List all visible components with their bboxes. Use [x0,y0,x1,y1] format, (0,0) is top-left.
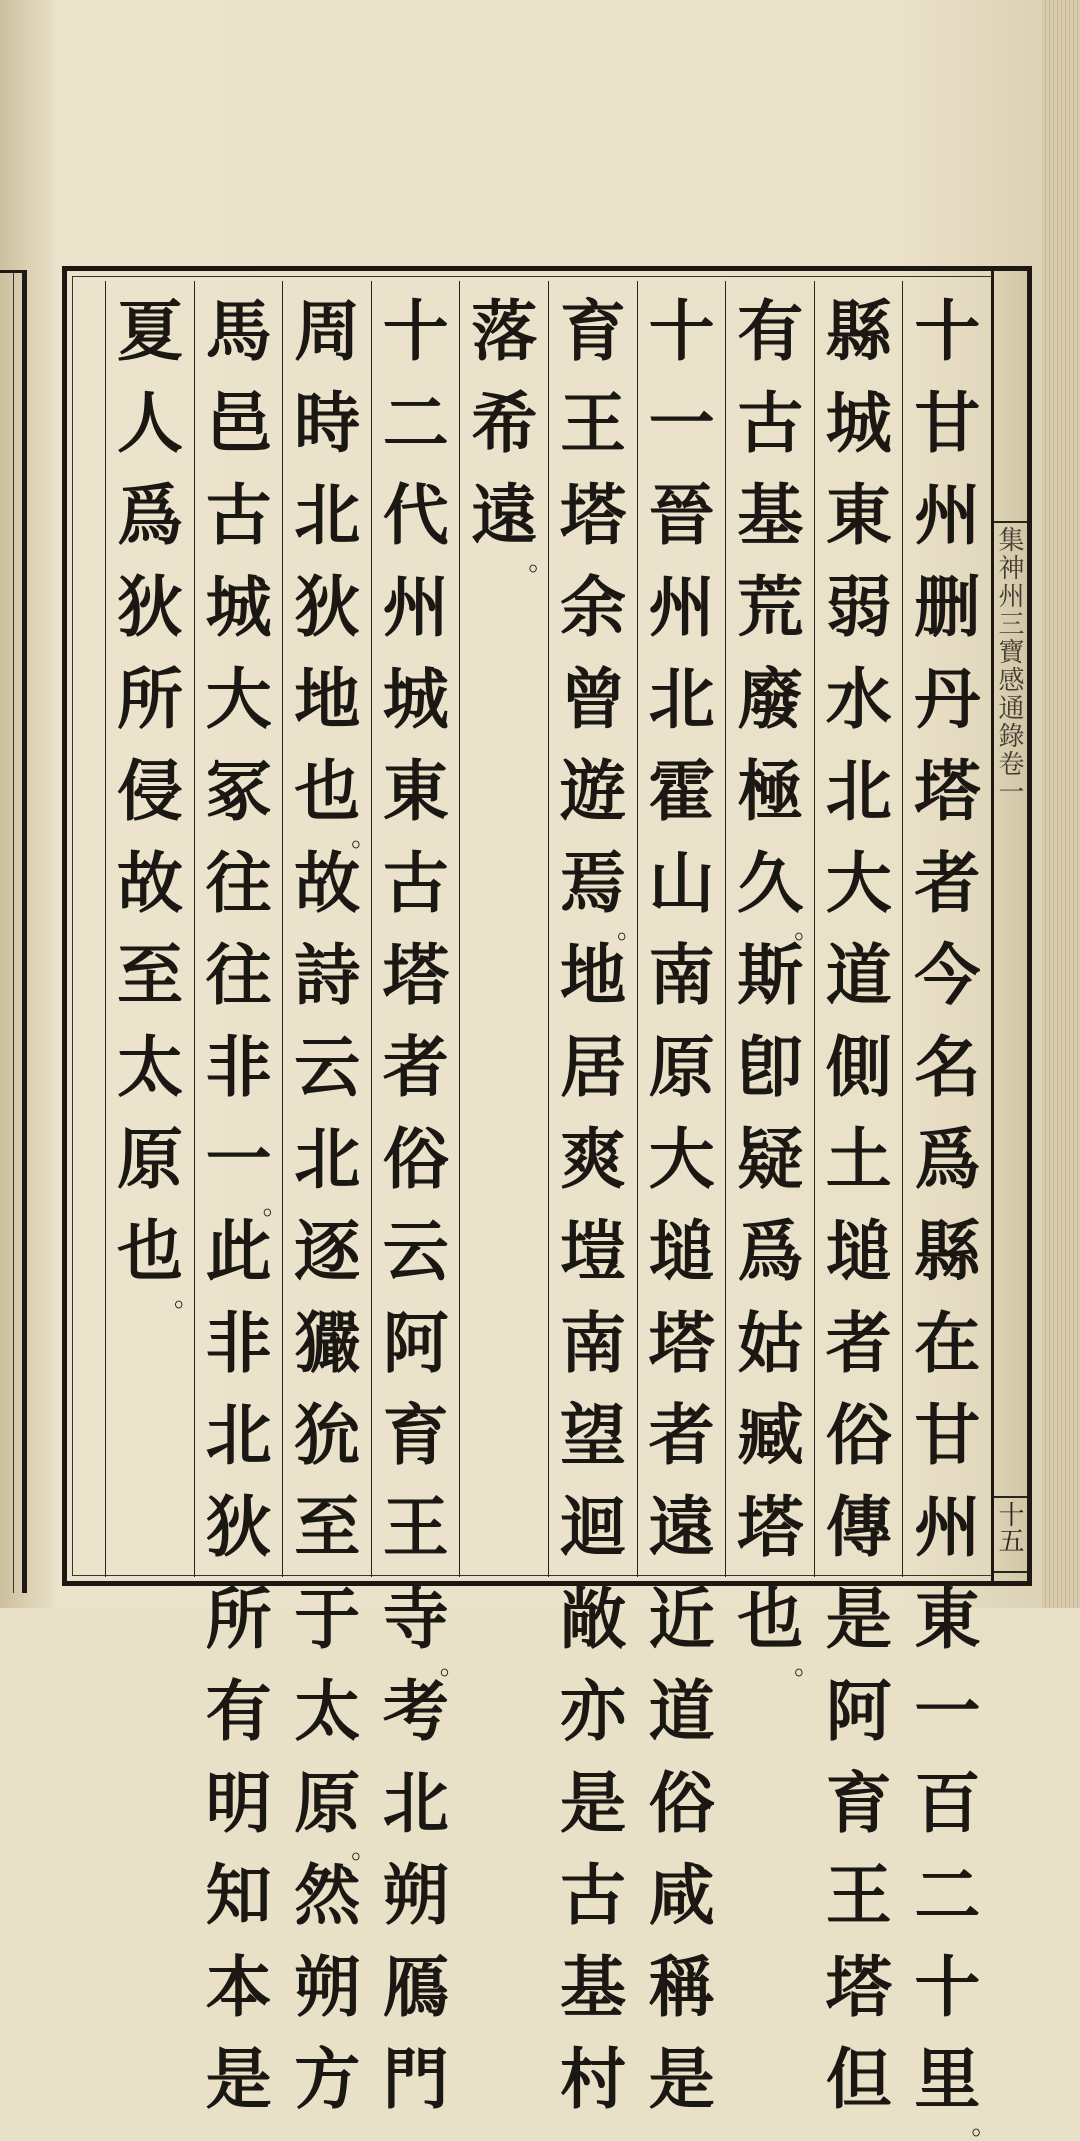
character: 弱 [825,568,892,646]
character: 也 。 [294,752,378,853]
character: 俗 [382,1120,449,1198]
character: 也 。 [117,1212,200,1313]
character: 馬 [205,292,272,370]
character: 十 [914,1948,981,2026]
character: 大 [648,1120,715,1198]
character: 至 [294,1488,361,1566]
character: 丹 [914,660,981,738]
character: 一 [914,1672,981,1750]
character: 詩 [294,936,361,1014]
character: 原 [648,1028,715,1106]
character: 北 [648,660,715,738]
column-text [730,285,821,1681]
character: 所 [205,1580,272,1658]
text-column [725,281,821,1681]
character: 朔 [294,1948,361,2026]
character: 州 [914,476,981,554]
column-text [464,285,555,577]
character: 非 [205,1028,272,1106]
fold-title: 集神州三寶感通錄卷一 [994,526,1024,806]
character: 鴈 [382,1948,449,2026]
character: 卽 [737,1028,804,1106]
character: 至 [117,936,183,1014]
page-number: 十五 [994,1501,1024,1553]
character: 希 [471,384,538,462]
character: 霍 [648,752,715,830]
character: 山 [648,844,715,922]
character: 有 [737,292,804,370]
character: 王 [560,384,626,462]
character: 姑 [737,1304,804,1382]
character: 俗 [648,1764,715,1842]
text-column [105,281,200,1577]
character: 古 [205,476,272,554]
character: 是 [205,2040,272,2118]
character: 爽 [560,1120,626,1198]
character: 塔 [560,476,626,554]
character: 城 [825,384,892,462]
character: 在 [914,1304,981,1382]
character: 夏 [117,292,183,370]
character: 邑 [205,384,272,462]
character: 塔 [914,752,981,830]
character: 二 [914,1856,981,1934]
character: 塔 [737,1488,804,1566]
character: 狄 [117,568,183,646]
character: 人 [117,384,183,462]
character: 狁 [294,1396,361,1474]
character: 俗 [825,1396,892,1474]
character: 王 [382,1488,449,1566]
character: 基 [737,476,804,554]
character: 焉 。 [560,844,643,945]
character: 狄 [294,568,361,646]
character: 水 [825,660,892,738]
character: 阿 [825,1672,892,1750]
character: 一 [648,384,715,462]
character: 古 [560,1856,626,1934]
character: 太 [117,1028,183,1106]
character: 育 [382,1396,449,1474]
character: 也 。 [737,1580,821,1681]
adjacent-page-frame [0,270,27,1593]
character: 道 [648,1672,715,1750]
character: 塔 [648,1304,715,1382]
character: 北 [294,476,361,554]
character: 遠 。 [471,476,555,577]
character: 原 。 [294,1764,378,1865]
character: 名 [914,1028,981,1106]
character: 甘 [914,1396,981,1474]
character: 爲 [914,1120,981,1198]
character: 逐 [294,1212,361,1290]
character: 非 [205,1304,272,1382]
character: 地 [560,936,626,1014]
character: 落 [471,292,538,370]
character: 極 [737,752,804,830]
character: 荒 [737,568,804,646]
character: 側 [825,1028,892,1106]
character: 古 [737,384,804,462]
character: 故 [294,844,361,922]
column-text [110,285,200,1313]
character: 十 [648,292,715,370]
character: 敞 [560,1580,626,1658]
character: 南 [560,1304,626,1382]
character: 但 [825,2040,892,2118]
character: 大 [205,660,272,738]
character: 州 [648,568,715,646]
column-text [376,285,466,2125]
text-columns [67,271,998,2141]
character: 玁 [294,1304,361,1382]
character: 方 [294,2040,361,2118]
character: 基 [560,1948,626,2026]
character: 于 [294,1580,361,1658]
character: 久 。 [737,844,821,945]
column-text [907,285,998,2141]
text-column [814,281,902,2118]
character: 爲 [117,476,183,554]
character: 爲 [737,1212,804,1290]
character: 遠 [648,1488,715,1566]
character: 城 [382,660,449,738]
character: 一 。 [205,1120,289,1221]
character: 寺 。 [382,1580,466,1681]
character: 然 [294,1856,361,1934]
character: 代 [382,476,449,554]
character: 原 [117,1120,183,1198]
text-column [637,281,725,2118]
character: 咸 [648,1856,715,1934]
character: 十 [382,292,449,370]
column-text [287,285,378,2125]
character: 亦 [560,1672,626,1750]
character: 二 [382,384,449,462]
character: 州 [914,1488,981,1566]
character: 稱 [648,1948,715,2026]
character: 冢 [205,752,272,830]
character: 塏 [560,1212,626,1290]
character: 廢 [737,660,804,738]
character: 北 [825,752,892,830]
character: 塠 [825,1212,892,1290]
character: 南 [648,936,715,1014]
character: 此 [205,1212,272,1290]
column-text [819,285,899,2125]
character: 縣 [914,1212,981,1290]
character: 土 [825,1120,892,1198]
character: 斯 [737,936,804,1014]
character: 曾 [560,660,626,738]
character: 育 [825,1764,892,1842]
column-text [642,285,722,2125]
character: 朔 [382,1856,449,1934]
character: 北 [382,1764,449,1842]
character: 疑 [737,1120,804,1198]
character: 大 [825,844,892,922]
character: 東 [914,1580,981,1658]
text-column [548,281,643,2118]
character: 北 [205,1396,272,1474]
character: 地 [294,660,361,738]
character: 余 [560,568,626,646]
character: 知 [205,1856,272,1934]
character: 王 [825,1856,892,1934]
character: 有 [205,1672,272,1750]
character: 者 [648,1396,715,1474]
character: 道 [825,936,892,1014]
text-column [371,281,466,2118]
character: 塔 [825,1948,892,2026]
character: 侵 [117,752,183,830]
character: 狄 [205,1488,272,1566]
character: 者 [825,1304,892,1382]
character: 里 。 [914,2040,998,2141]
character: 望 [560,1396,626,1474]
text-frame [62,266,1032,2141]
character: 晉 [648,476,715,554]
character: 近 [648,1580,715,1658]
character: 東 [825,476,892,554]
character: 周 [294,292,361,370]
character: 塔 [382,936,449,1014]
character: 云 [294,1028,361,1106]
character: 東 [382,752,449,830]
center-fold-strip [991,271,1027,1581]
character: 迴 [560,1488,626,1566]
character: 是 [648,2040,715,2118]
column-text [199,285,289,2125]
character: 往 [205,844,272,922]
character: 考 [382,1672,449,1750]
text-column [282,281,378,2118]
character: 村 [560,2040,626,2118]
character: 百 [914,1764,981,1842]
text-column [194,281,289,2118]
text-column [902,281,998,2141]
character: 本 [205,1948,272,2026]
character: 云 [382,1212,449,1290]
character: 城 [205,568,272,646]
character: 往 [205,936,272,1014]
character: 所 [117,660,183,738]
column-text [553,285,643,2125]
character: 臧 [737,1396,804,1474]
character: 是 [560,1764,626,1842]
character: 故 [117,844,183,922]
page-edge-stack [1042,0,1080,1608]
character: 是 [825,1580,892,1658]
character: 州 [382,568,449,646]
character: 時 [294,384,361,462]
character: 十 [914,292,981,370]
character: 傳 [825,1488,892,1566]
character: 者 [914,844,981,922]
character: 門 [382,2040,449,2118]
character: 居 [560,1028,626,1106]
character: 删 [914,568,981,646]
character: 太 [294,1672,361,1750]
character: 塠 [648,1212,715,1290]
character: 北 [294,1120,361,1198]
character: 育 [560,292,626,370]
character: 遊 [560,752,626,830]
character: 縣 [825,292,892,370]
text-column [459,281,555,1577]
character: 阿 [382,1304,449,1382]
character: 明 [205,1764,272,1842]
character: 今 [914,936,981,1014]
character: 甘 [914,384,981,462]
character: 者 [382,1028,449,1106]
character: 古 [382,844,449,922]
